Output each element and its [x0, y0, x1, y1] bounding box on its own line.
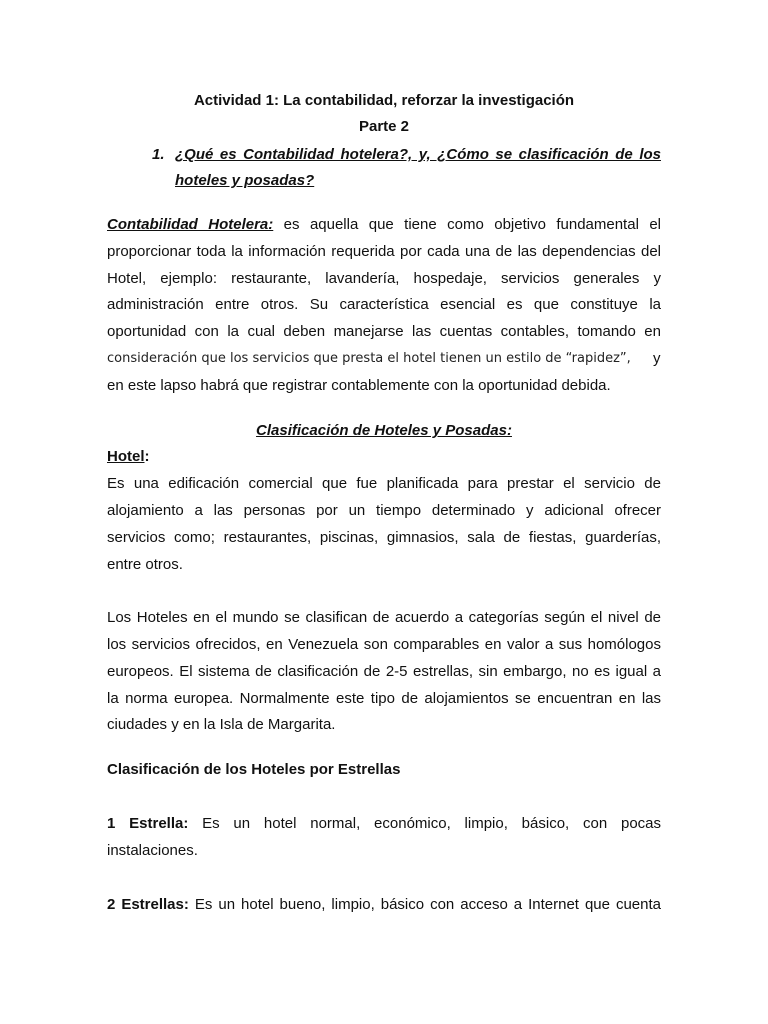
hotel-line-3: servicios como; restaurantes, piscinas, gimnasios, sala de fiestas, guarderías, [107, 529, 661, 546]
contabilidad-term: Contabilidad Hotelera: [107, 216, 274, 233]
question-number: 1. [152, 146, 165, 163]
contabilidad-line-3: Hotel, ejemplo: restaurante, lavandería, hospedaje, servicios generales y [107, 270, 661, 287]
una-estrella-line-2: instalaciones. [107, 842, 198, 859]
question-line-1: ¿Qué es Contabilidad hotelera?, y, ¿Cómo se clasificación de los [175, 146, 661, 163]
hotel-line-2: alojamiento a las personas por un tiempo determinado y adicional ofrecer [107, 502, 661, 519]
hotel-line-1: Es una edificación comercial que fue planificada para prestar el servicio de [107, 475, 661, 492]
hoteles-mundo-line-3: europeos. El sistema de clasificación de 2-5 estrellas, sin embargo, no es igual a [107, 663, 661, 680]
document-title: Actividad 1: La contabilidad, reforzar la investigación [193, 92, 575, 109]
hoteles-mundo-line-5: ciudades y en la Isla de Margarita. [107, 716, 336, 733]
dos-estrellas-label: 2 Estrellas: [107, 896, 189, 913]
estrellas-heading: Clasificación de los Hoteles por Estrellas [107, 761, 401, 778]
hotel-label: Hotel [107, 448, 145, 465]
dos-estrellas-text: Es un hotel bueno, limpio, básico con acceso a Internet que cuenta [188, 896, 662, 913]
contabilidad-line-6b: y [653, 350, 661, 367]
contabilidad-line-4: administración entre otros. Su característica esencial es que constituye la [107, 296, 661, 313]
clasificacion-heading: Clasificación de Hoteles y Posadas: [256, 422, 512, 439]
una-estrella-line-1 [107, 815, 661, 833]
dos-estrellas-line-1 [107, 896, 661, 914]
contabilidad-line-5: oportunidad con la cual deben manejarse las cuentas contables, tomando en [107, 323, 661, 340]
una-estrella-text: Es un hotel normal, económico, limpio, básico, con pocas [188, 815, 661, 832]
hoteles-mundo-line-1: Los Hoteles en el mundo se clasifican de acuerdo a categorías según el nivel de [107, 609, 661, 626]
document-subtitle: Parte 2 [358, 118, 410, 135]
question-line-2: hoteles y posadas? [175, 172, 315, 189]
hotel-heading [107, 448, 661, 466]
contabilidad-paragraph-line-1 [107, 216, 661, 234]
hoteles-mundo-line-2: los servicios ofrecidos, en Venezuela son comparables en valor a sus homólogos [107, 636, 661, 653]
contabilidad-line-6a: consideración que los servicios que presta el hotel tienen un estilo de “rapidez”, [107, 351, 631, 366]
hotel-line-4: entre otros. [107, 556, 183, 573]
contabilidad-line-1-text: es aquella que tiene como objetivo fundamental el [273, 216, 661, 233]
contabilidad-line-7: en este lapso habrá que registrar contablemente con la oportunidad debida. [107, 377, 611, 394]
una-estrella-label: 1 Estrella: [107, 815, 189, 832]
hoteles-mundo-line-4: la norma europea. Normalmente este tipo de alojamientos se encuentran en las [107, 690, 661, 707]
hotel-colon: : [144, 448, 150, 465]
contabilidad-line-2: proporcionar toda la información requerida por cada una de las dependencias del [107, 243, 661, 260]
